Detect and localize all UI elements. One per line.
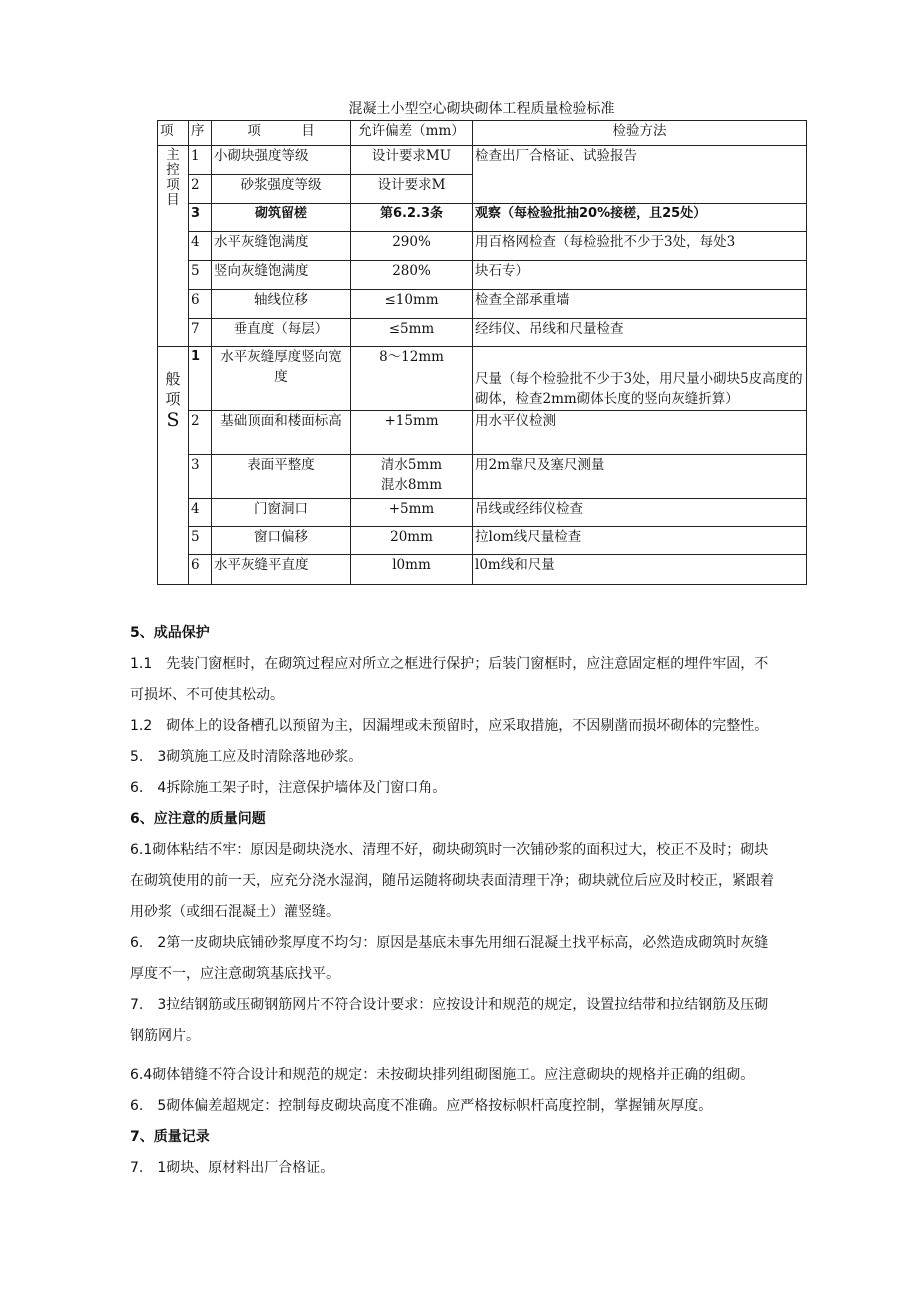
paragraph: 钢筋网片。 <box>130 1028 200 1044</box>
tolerance-cell: 设计要求M <box>351 175 473 204</box>
tolerance-cell: l0mm <box>351 555 473 585</box>
tolerance-cell: 设计要求MU <box>351 146 473 175</box>
seq-cell: 5 <box>189 261 212 290</box>
table-row <box>158 411 807 455</box>
table-row <box>158 290 807 319</box>
paragraph: 6.1砌体粘结不牢：原因是砌块浇水、清理不好，砌块砌筑时一次铺砂浆的面积过大，校正不及时；砌块 <box>130 842 769 858</box>
method-cell: 用百格网检查（每检验批不少于3处，每处3 <box>473 232 807 261</box>
tolerance-cell: 290% <box>351 232 473 261</box>
seq-cell: 3 <box>189 455 212 499</box>
seq-cell: 6 <box>189 555 212 585</box>
paragraph: 5. 3砌筑施工应及时清除落地砂浆。 <box>130 749 363 765</box>
tolerance-cell: 第6.2.3条 <box>351 204 473 232</box>
seq-cell: 2 <box>189 411 212 455</box>
seq-cell: 4 <box>189 499 212 527</box>
table-row <box>158 261 807 290</box>
paragraph: 厚度不一，应注意砌筑基底找平。 <box>130 966 340 982</box>
header-seq: 序 <box>189 121 212 146</box>
method-cell: 观察（每检验批抽20%接槎，且25处） <box>473 204 807 232</box>
item-cell: 轴线位移 <box>212 290 351 319</box>
header-item: 项 目 <box>212 121 351 146</box>
table-row <box>158 499 807 527</box>
table-row <box>158 232 807 261</box>
method-cell: l0m线和尺量 <box>473 555 807 585</box>
tolerance-clear-water: 清水5mm <box>380 457 443 473</box>
item-cell: 窗口偏移 <box>212 527 351 555</box>
paragraph: 7. 1砌块、原材料出厂合格证。 <box>130 1160 335 1176</box>
paragraph: 6. 2第一皮砌块底铺砂浆厚度不均匀：原因是基底未事先用细石混凝土找平标高，必然造成砌筑时灰缝 <box>130 935 769 951</box>
method-cell: 尺量（每个检验批不少于3处，用尺量小砌块5皮高度的砌体，检查2mm砌体长度的竖向灰缝折算） <box>473 347 807 411</box>
seq-cell: 2 <box>189 175 212 204</box>
table-row <box>158 455 807 499</box>
item-cell: 砌筑留槎 <box>212 204 351 232</box>
seq-cell: 5 <box>189 527 212 555</box>
paragraph: 7. 3拉结钢筋或压砌钢筋网片不符合设计要求：应按设计和规范的规定，设置拉结带和拉结钢筋及压砌 <box>130 997 769 1013</box>
paragraph: 用砂浆（或细石混凝土）灌竖缝。 <box>130 904 340 920</box>
method-cell: 块石专） <box>473 261 807 290</box>
paragraph: 可损坏、不可使其松动。 <box>130 687 284 703</box>
table-row <box>158 146 807 175</box>
quality-inspection-table <box>157 120 807 585</box>
paragraph: 1.2 砌体上的设备槽孔以预留为主，因漏埋或未预留时，应采取措施，不因剔凿而损坏砌体的完整性。 <box>130 718 769 734</box>
section-heading-7: 7、质量记录 <box>130 1129 210 1145</box>
tolerance-cell: ≤5mm <box>351 319 473 347</box>
item-cell: 基础顶面和楼面标高 <box>212 411 351 455</box>
method-cell: 吊线或经纬仪检查 <box>473 499 807 527</box>
category-main-control: 主 控 项 目 <box>158 146 189 347</box>
paragraph: 6. 5砌体偏差超规定：控制每皮砌块高度不准确。应严格按标帜杆高度控制，掌握铺灰厚度。 <box>130 1098 713 1114</box>
seq-cell: 3 <box>189 204 212 232</box>
tolerance-cell: 20mm <box>351 527 473 555</box>
seq-cell: 1 <box>189 146 212 175</box>
item-cell: 砂浆强度等级 <box>212 175 351 204</box>
seq-cell: 4 <box>189 232 212 261</box>
tolerance-cell: 280% <box>351 261 473 290</box>
paragraph: 在砌筑使用的前一天，应充分浇水湿润，随吊运随将砌块表面清理干净；砌块就位后应及时校正，紧跟着 <box>130 873 774 889</box>
paragraph: 6. 4拆除施工架子时，注意保护墙体及门窗口角。 <box>130 780 447 796</box>
item-cell: 门窗洞口 <box>212 499 351 527</box>
header-method: 检验方法 <box>473 121 807 146</box>
tolerance-cell <box>351 455 473 499</box>
tolerance-mixed-water: 混水8mm <box>380 477 443 493</box>
seq-cell: 7 <box>189 319 212 347</box>
table-title: 混凝土小型空心砌块砌体工程质量检验标准 <box>348 101 615 117</box>
item-cell: 水平灰缝厚度竖向宽度 <box>212 347 351 411</box>
item-cell: 垂直度（每层） <box>212 319 351 347</box>
method-cell: 检查全部承重墙 <box>473 290 807 319</box>
body-text <box>130 618 838 1184</box>
method-cell: 检查出厂合格证、试验报告 <box>473 146 807 204</box>
paragraph: 6.4砌体错缝不符合设计和规范的规定：未按砌块排列组砌图施工。应注意砌块的规格并正确的组砌。 <box>130 1067 755 1083</box>
method-cell: 拉lom线尺量检查 <box>473 527 807 555</box>
item-cell: 表面平整度 <box>212 455 351 499</box>
table-row <box>158 527 807 555</box>
tolerance-cell: ≤10mm <box>351 290 473 319</box>
seq-cell: 1 <box>189 347 212 411</box>
tolerance-cell: +15mm <box>351 411 473 455</box>
table-row <box>158 555 807 585</box>
header-category: 项 <box>158 121 189 146</box>
table-row <box>158 204 807 232</box>
header-tolerance: 允许偏差（mm） <box>351 121 473 146</box>
section-heading-6: 6、应注意的质量问题 <box>130 811 266 827</box>
paragraph: 1.1 先装门窗框时，在砌筑过程应对所立之框进行保护；后装门窗框时，应注意固定框的埋件牢固，不 <box>130 656 769 672</box>
method-cell: 用2m靠尺及塞尺测量 <box>473 455 807 499</box>
method-cell: 经纬仪、吊线和尺量检查 <box>473 319 807 347</box>
seq-cell: 6 <box>189 290 212 319</box>
tolerance-cell: +5mm <box>351 499 473 527</box>
category-general: 般 项 S <box>158 347 189 585</box>
tolerance-cell: 8～12mm <box>351 347 473 411</box>
section-heading-5: 5、成品保护 <box>130 625 210 641</box>
table-row <box>158 319 807 347</box>
item-cell: 水平灰缝饱满度 <box>212 232 351 261</box>
table-row <box>158 347 807 411</box>
table-header-row <box>158 121 807 146</box>
item-cell: 小砌块强度等级 <box>212 146 351 175</box>
item-cell: 竖向灰缝饱满度 <box>212 261 351 290</box>
item-cell: 水平灰缝平直度 <box>212 555 351 585</box>
method-cell: 用水平仪检测 <box>473 411 807 455</box>
